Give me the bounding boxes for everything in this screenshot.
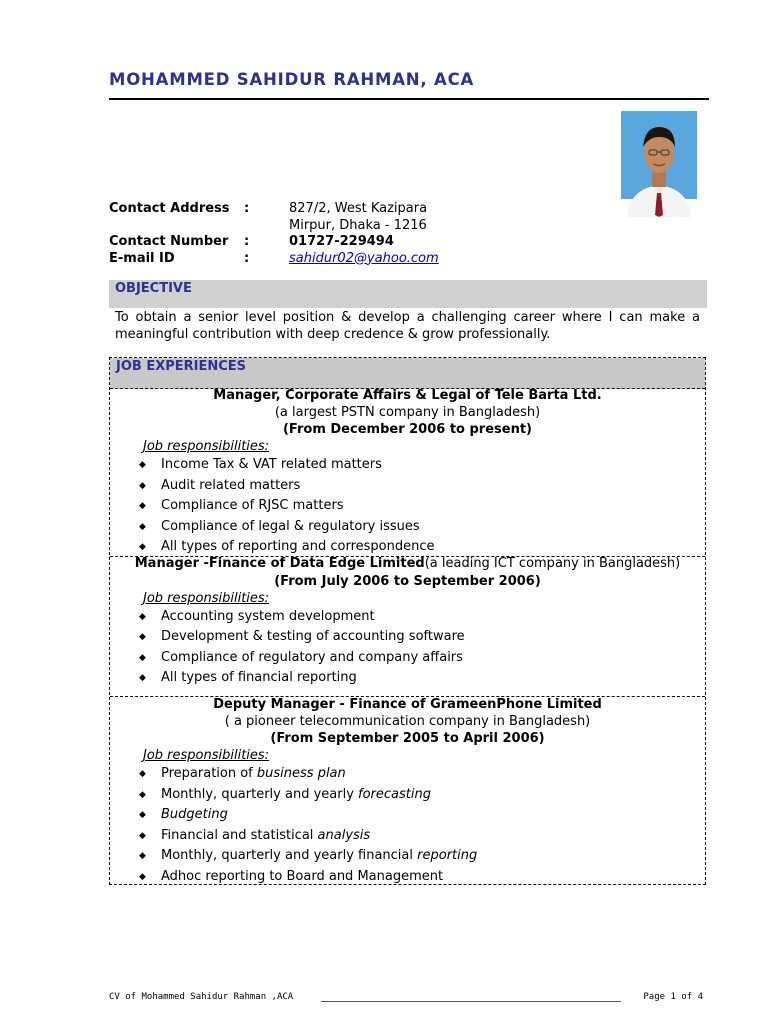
contact-number: 01727-229494 xyxy=(289,234,394,249)
duty-item: ◆ Monthly, quarterly and yearly financial reporting xyxy=(110,846,705,867)
bullet-icon: ◆ xyxy=(139,871,146,882)
duty-item: ◆ Financial and statistical analysis xyxy=(110,826,705,847)
responsibilities-label: Job responsibilities: xyxy=(143,439,270,454)
job-period: (From July 2006 to September 2006) xyxy=(274,573,541,589)
job-experiences-heading: JOB EXPERIENCES xyxy=(116,359,247,374)
duty-list xyxy=(110,455,705,558)
duty-item: ◆ Audit related matters xyxy=(110,476,705,497)
header-rule xyxy=(109,98,709,100)
job-subtitle: ( a pioneer telecommunication company in Bangladesh) xyxy=(224,713,591,729)
bullet-icon: ◆ xyxy=(139,769,146,779)
colon: : xyxy=(244,234,250,249)
bullet-icon: ◆ xyxy=(139,521,146,532)
duty-item: ◆ Compliance of regulatory and company affairs xyxy=(110,648,705,669)
bullet-icon: ◆ xyxy=(139,830,146,841)
duty-item: ◆ Compliance of legal & regulatory issues xyxy=(110,517,705,538)
duty-item: ◆ Budgeting xyxy=(110,805,705,826)
profile-photo xyxy=(621,111,697,217)
job-title: Manager -Finance of Data Edge Limited(a leading ICT company in Bangladesh) xyxy=(134,556,681,571)
bullet-icon: ◆ xyxy=(139,480,146,491)
footer-rule xyxy=(321,1001,621,1002)
candidate-name: MOHAMMED SAHIDUR RAHMAN, ACA xyxy=(109,70,475,89)
bullet-icon: ◆ xyxy=(139,632,146,642)
job-title: Manager, Corporate Affairs & Legal of Tele Barta Ltd. xyxy=(213,388,602,403)
duty-item: ◆ Preparation of business plan xyxy=(110,764,705,785)
bullet-icon: ◆ xyxy=(139,542,146,552)
bullet-icon: ◆ xyxy=(139,611,146,622)
page-number: Page 1 of 4 xyxy=(643,992,703,1002)
objective-text: To obtain a senior level position & develop a challenging career where I can make a meaningful contribution with deep credence & grow professionally. xyxy=(115,310,700,342)
job-experiences-section xyxy=(109,357,706,885)
job-title: Deputy Manager - Finance of GrameenPhone Limited xyxy=(213,697,602,712)
duty-item: ◆ Adhoc reporting to Board and Management xyxy=(110,867,705,888)
responsibilities-label: Job responsibilities: xyxy=(143,590,270,606)
objective-heading-bar xyxy=(109,280,707,308)
job-period: (From September 2005 to April 2006) xyxy=(270,731,545,746)
duty-item: ◆ Compliance of RJSC matters xyxy=(110,496,705,517)
email-link[interactable]: sahidur02@yahoo.com xyxy=(289,250,439,266)
number-label: Contact Number xyxy=(109,234,229,249)
job-entry xyxy=(110,388,705,558)
job-experiences-heading-bar xyxy=(110,358,705,389)
duty-item: ◆ Income Tax & VAT related matters xyxy=(110,455,705,476)
job-entry xyxy=(110,556,705,689)
job-entry xyxy=(110,697,705,887)
bullet-icon: ◆ xyxy=(139,810,146,820)
bullet-icon: ◆ xyxy=(139,460,146,470)
email-label: E-mail ID xyxy=(109,250,175,266)
profile-photo-image xyxy=(621,111,697,217)
bullet-icon: ◆ xyxy=(139,501,146,511)
duty-item: ◆ All types of reporting and correspondence xyxy=(110,537,705,558)
duty-list xyxy=(110,607,705,689)
duty-list xyxy=(110,764,705,887)
objective-heading: OBJECTIVE xyxy=(115,281,192,296)
responsibilities-label: Job responsibilities: xyxy=(143,748,270,763)
duty-item: ◆ Development & testing of accounting software xyxy=(110,627,705,648)
duty-item: ◆ Monthly, quarterly and yearly forecasting xyxy=(110,785,705,806)
footer-doc-title: CV of Mohammed Sahidur Rahman ,ACA xyxy=(109,992,294,1002)
colon: : xyxy=(244,250,250,266)
colon: : xyxy=(244,201,250,216)
duty-item: ◆ All types of financial reporting xyxy=(110,668,705,689)
bullet-icon: ◆ xyxy=(139,851,146,861)
job-period: (From December 2006 to present) xyxy=(282,422,533,437)
duty-item: ◆ Accounting system development xyxy=(110,607,705,628)
address-line2: Mirpur, Dhaka - 1216 xyxy=(289,217,427,233)
address-line1: 827/2, West Kazipara xyxy=(289,201,428,216)
bullet-icon: ◆ xyxy=(139,673,146,683)
address-label: Contact Address xyxy=(109,201,230,216)
job-subtitle: (a largest PSTN company in Bangladesh) xyxy=(274,404,541,420)
bullet-icon: ◆ xyxy=(139,652,146,663)
bullet-icon: ◆ xyxy=(139,789,146,800)
page-footer xyxy=(109,992,709,1002)
